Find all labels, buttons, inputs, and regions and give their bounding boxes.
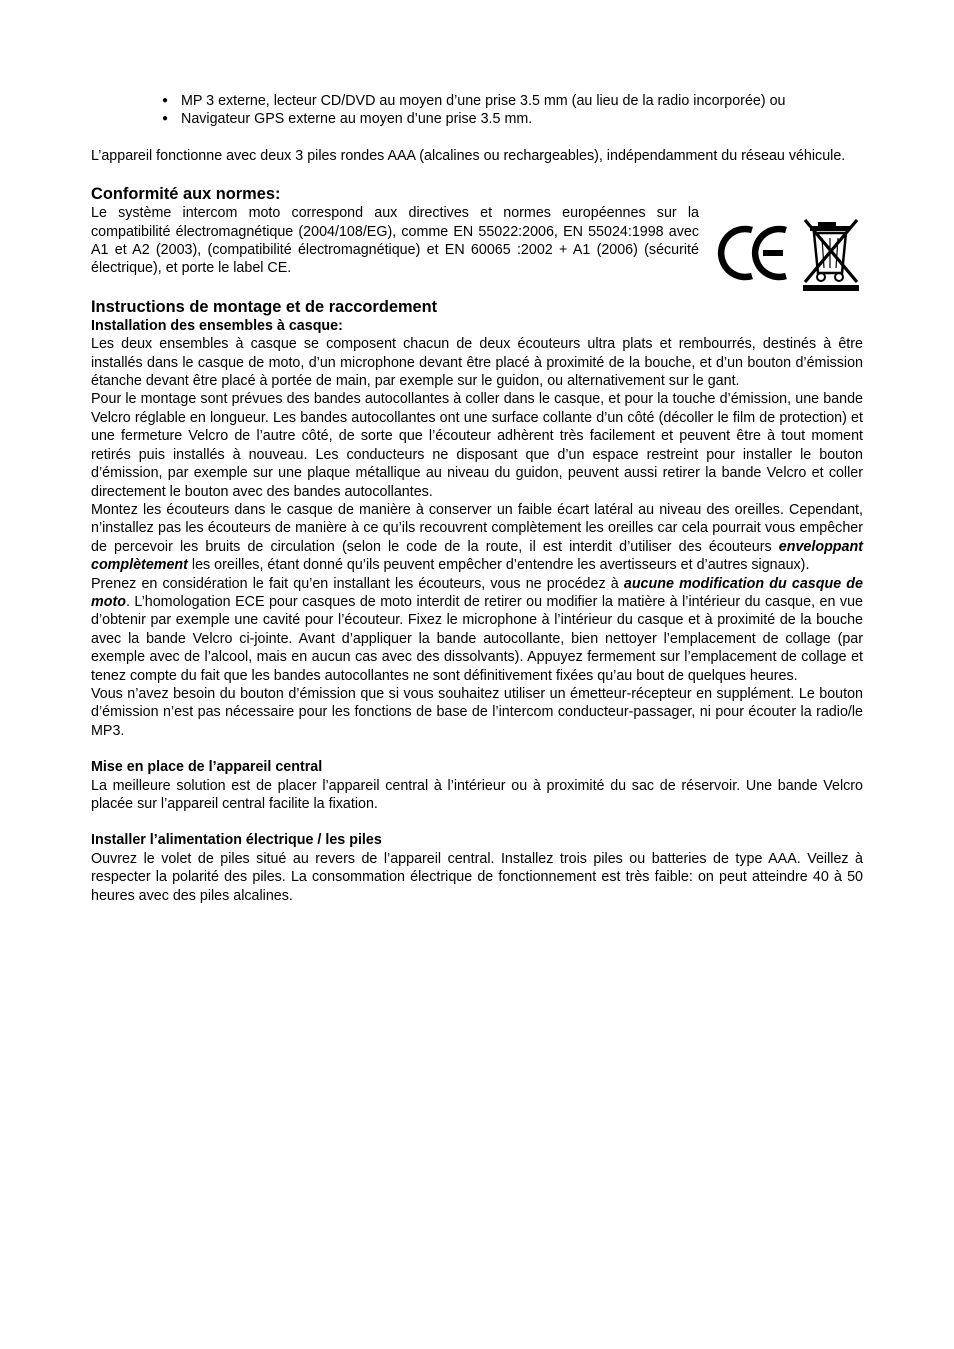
list-item-text: Navigateur GPS externe au moyen d’une prise 3.5 mm. [181, 111, 533, 128]
conformity-heading: Conformité aux normes: [91, 185, 281, 204]
emphasis-text: aucune modification du casque de moto [91, 575, 863, 610]
ce-mark-icon [721, 229, 786, 277]
bullet-icon: ● [162, 95, 169, 106]
central-unit-heading: Mise en place de l’appareil central [91, 759, 323, 776]
list-item-text: MP 3 externe, lecteur CD/DVD au moyen d’une prise 3.5 mm (au lieu de la radio incorporée) ou [181, 93, 786, 109]
central-unit-paragraph: La meilleure solution est de placer l’appareil central à l’intérieur ou à proximité du sac de réservoir. Une bande Velcro placée sur l’appareil central facilite la fixation. [91, 777, 863, 812]
headset-install-heading: Installation des ensembles à casque: [91, 317, 343, 334]
headset-paragraph-3 [91, 501, 863, 575]
headset-paragraph-4 [91, 575, 863, 685]
bullet-icon: ● [162, 113, 169, 125]
conformity-paragraph: Le système intercom moto correspond aux directives et normes européennes sur la compatibilité électromagnétique (2004/108/EG), comme EN 55022:2006, EN 55024:1998 avec A1 et A2 (2003), (compatibilité électromagnétique) et EN 60065 :2002 + A1 (2006) (sécurité électrique), et porte le label CE. [91, 205, 699, 277]
text-run: Montez les écouteurs dans le casque de manière à conserver un faible écart latéral au niveau des oreilles. Cependant, n’installez pas les écouteurs de manière à ce qu’ils recouvrent complètement les oreilles car cela pourrait vous empêcher de percevoir les bruits de circulation (selon le code de la route, il est interdit d’utiliser des écouteurs [91, 501, 863, 555]
weee-crossed-bin-icon [803, 220, 859, 291]
text-run: Prenez en considération le fait qu’en installant les écouteurs, vous ne procédez à [91, 575, 624, 592]
certification-logos [715, 216, 867, 292]
battery-intro-paragraph: L’appareil fonctionne avec deux 3 piles rondes AAA (alcalines ou rechargeables), indépendamment du réseau véhicule. [91, 147, 846, 164]
battery-heading: Installer l’alimentation électrique / les piles [91, 832, 382, 849]
text-run: . L’homologation ECE pour casques de moto interdit de retirer ou modifier la matière à l’intérieur du casque, en vue d’obtenir par exemple une cavité pour l’écouteur. Fixez le microphone à l’intérieur du casque et à proximité de la bouche avec la bande Velcro ci-jointe. Avant d’appliquer la bande autocollante, bien nettoyer l’emplacement de collage (par exemple avec de l’alcool, mais en aucun cas avec des dissolvants). Appuyez fermement sur l’emplacement de collage et tenez compte du fait que les bandes autocollantes ne sont définitivement fixées qu’au bout de quelques heures. [91, 593, 863, 684]
headset-paragraph-2: Pour le montage sont prévues des bandes autocollantes à coller dans le casque, et pour la touche d’émission, une bande Velcro réglable en longueur. Les bandes autocollantes ont une surface collante d’un côté (décoller le film de protection) et une fermeture Velcro de l’autre côté, de sorte que l’écouteur adhèrent très facilement et peuvent être à tout moment retirés puis installés à nouveau. Les conducteurs ne disposant que d’un espace restreint pour installer le bouton d’émission, par exemple sur une plaque métallique au niveau du guidon, peuvent aussi retirer la bande Velcro et coller directement le bouton avec des bandes autocollantes. [91, 391, 863, 500]
document-page [91, 92, 863, 905]
headset-paragraph-5: Vous n’avez besoin du bouton d’émission que si vous souhaitez utiliser un émetteur-récepteur en supplément. Le bouton d’émission n’est pas nécessaire pour les fonctions de base de l’intercom conducteur-passager, ni pour écouter la radio/le MP3. [91, 685, 863, 739]
conformity-section [91, 204, 863, 278]
battery-paragraph: Ouvrez le volet de piles situé au revers de l’appareil central. Installez trois piles ou batteries de type AAA. Veillez à respecter la polarité des piles. La consommation électrique de fonctionnement est très faible: on peut atteindre 40 à 50 heures avec des piles alcalines. [91, 850, 863, 904]
list-item [91, 92, 863, 110]
headset-paragraph-1: Les deux ensembles à casque se composent chacun de deux écouteurs ultra plats et rembourrés, destinés à être installés dans le casque de moto, d’un microphone devant être placé à proximité de la bouche, et d’un bouton d’émission étanche devant être placé à portée de main, par exemple sur le guidon, ou alternativement sur le gant. [91, 336, 863, 390]
emphasis-text: enveloppant complètement [91, 538, 863, 574]
input-source-list [91, 92, 863, 129]
text-run: les oreilles, étant donné qu’ils peuvent empêcher d’entendre les avertisseurs et d’autres signaux). [187, 557, 810, 574]
instructions-heading: Instructions de montage et de raccordement [91, 297, 438, 316]
list-item [91, 110, 863, 128]
